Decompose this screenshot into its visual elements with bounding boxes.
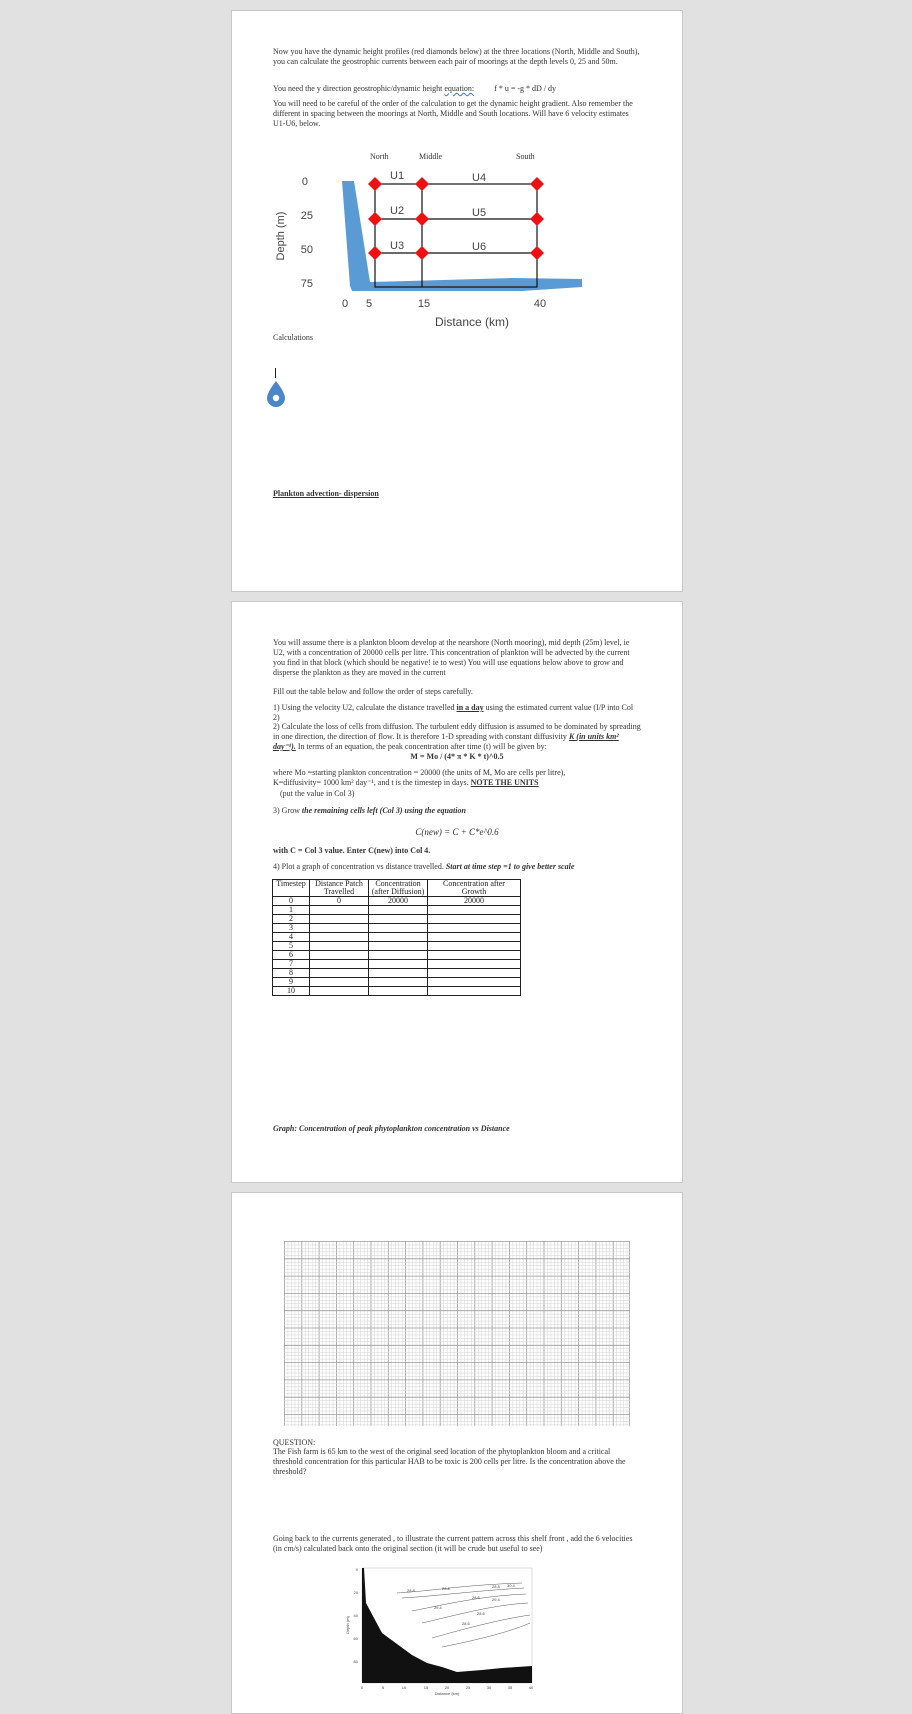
- cell-distance[interactable]: [310, 906, 369, 915]
- cell-concentration-diffusion[interactable]: [369, 924, 428, 933]
- document-page-3: [231, 1192, 683, 1714]
- x-tick-0: 0: [341, 298, 349, 310]
- y-tick-50: 50: [300, 244, 313, 256]
- cell-timestep[interactable]: 9: [273, 978, 310, 987]
- mooring-grid: [375, 184, 537, 287]
- section-y-tick: 80: [353, 1659, 358, 1664]
- cell-concentration-diffusion[interactable]: [369, 951, 428, 960]
- where-line-2: [273, 778, 641, 788]
- cell-distance[interactable]: 0: [310, 897, 369, 906]
- step-1-text: 1) Using the velocity U2, calculate the distance travelled: [273, 703, 455, 712]
- section-y-tick: 20: [353, 1590, 358, 1595]
- location-south: South: [516, 152, 535, 161]
- graph-caption: Graph: Concentration of peak phytoplankton concentration vs Distance: [273, 1124, 510, 1133]
- location-middle: Middle: [419, 152, 443, 161]
- document-page-1: [231, 10, 683, 592]
- shelf-bathymetry: [342, 181, 582, 291]
- step-3: [273, 806, 641, 816]
- section-x-tick: 15: [423, 1685, 429, 1690]
- section-y-label: Depth (m): [345, 1616, 350, 1634]
- table-row: [273, 906, 521, 915]
- cell-timestep[interactable]: 10: [273, 987, 310, 996]
- section-x-label: Distance (km): [434, 1691, 460, 1696]
- section-x-tick: 0: [360, 1685, 364, 1690]
- step-4-text: 4) Plot a graph of concentration vs distance travelled.: [273, 862, 444, 871]
- cell-distance[interactable]: [310, 987, 369, 996]
- step-4: [273, 862, 641, 872]
- section-x-tick: 10: [401, 1685, 407, 1690]
- step-1-rest: using the estimated current value (I/P into Col 2): [273, 703, 634, 722]
- cell-timestep[interactable]: 3: [273, 924, 310, 933]
- diamond-north-0: [368, 177, 382, 191]
- cell-concentration-growth[interactable]: [428, 933, 521, 942]
- diamond-middle-50: [415, 246, 429, 260]
- cell-distance[interactable]: [310, 933, 369, 942]
- step-2: [273, 722, 641, 752]
- table-row: [273, 969, 521, 978]
- table-row: [273, 960, 521, 969]
- diamond-middle-25: [415, 212, 429, 226]
- cell-concentration-growth[interactable]: [428, 942, 521, 951]
- section-y-tick: 0: [355, 1567, 358, 1572]
- cell-concentration-growth[interactable]: [428, 960, 521, 969]
- diamond-middle-0: [415, 177, 429, 191]
- y-tick-25: 25: [300, 210, 313, 222]
- put-value-note: (put the value in Col 3): [280, 789, 355, 798]
- isotherm-label: 28.8: [442, 1586, 450, 1591]
- cell-concentration-diffusion[interactable]: [369, 969, 428, 978]
- table-row: [273, 978, 521, 987]
- table-row: [273, 942, 521, 951]
- table-row: [273, 915, 521, 924]
- cell-concentration-diffusion[interactable]: [369, 915, 428, 924]
- table-row: [273, 951, 521, 960]
- section-y-tick: 40: [353, 1613, 358, 1618]
- equation-line: [273, 84, 641, 94]
- diamond-south-50: [530, 246, 544, 260]
- going-back-paragraph: Going back to the currents generated , to illustrate the current pattern across this shelf front , add the 6 velocities (in cm/s) calculated back onto the original section (it will be crude but useful to see): [273, 1534, 633, 1553]
- y-axis-label: Depth (m): [275, 211, 287, 261]
- location-north: North: [370, 152, 389, 161]
- isotherm-label: 29.4: [492, 1597, 500, 1602]
- col-concentration-diffusion: Concentration (after Diffusion): [369, 880, 428, 897]
- diamond-north-50: [368, 246, 382, 260]
- x-axis-label: Distance (km): [434, 315, 510, 329]
- step-1: [273, 703, 641, 723]
- cell-distance[interactable]: [310, 960, 369, 969]
- cell-u5: U5: [472, 207, 487, 219]
- section-x-tick: 35: [507, 1685, 513, 1690]
- bloom-paragraph: You will assume there is a plankton bloom develop at the nearshore (North mooring), mid depth (25m) level, ie U2, with a concentration of 20000 cells per litre. This concentration of plankton will be advected by the current you find in that block (which should be negative! ie to west) You will use equations below above to grow and disperse the plankton as they are moved in the current: [273, 638, 630, 677]
- col-timestep: Timestep: [273, 880, 310, 897]
- cell-distance[interactable]: [310, 951, 369, 960]
- cell-distance[interactable]: [310, 969, 369, 978]
- text-cursor: [275, 368, 276, 378]
- equation-link[interactable]: equation:: [444, 84, 475, 93]
- cell-concentration-growth[interactable]: [428, 951, 521, 960]
- cell-distance[interactable]: [310, 924, 369, 933]
- cell-concentration-diffusion[interactable]: [369, 960, 428, 969]
- section-heading-advection: Plankton advection- dispersion: [273, 489, 379, 498]
- cell-concentration-diffusion[interactable]: [369, 978, 428, 987]
- cell-concentration-growth[interactable]: [428, 978, 521, 987]
- section-y-tick: 60: [353, 1636, 358, 1641]
- growth-equation: C(new) = C + C*e^0.6: [415, 827, 499, 837]
- cell-concentration-growth[interactable]: [428, 915, 521, 924]
- intro-paragraph: Now you have the dynamic height profiles (red diamonds below) at the three locations (North, Middle and South), you can calculate the geostrophic currents between each pair of moorings at the depth levels 0, 25 and 50m.: [273, 47, 640, 66]
- cell-concentration-growth[interactable]: [428, 924, 521, 933]
- y-tick-0: 0: [301, 176, 308, 188]
- x-tick-40: 40: [533, 298, 547, 310]
- step-2-text: 2) Calculate the loss of cells from diffusion. The turbulent eddy diffusion is assumed to be dominated by spreading in one direction, the direction of flow. It is therefore 1-D spreading with constant diffusivity: [273, 722, 641, 741]
- cell-concentration-growth[interactable]: [428, 987, 521, 996]
- table-header-row: [273, 880, 521, 897]
- table-row: [273, 987, 521, 996]
- x-tick-5: 5: [365, 298, 373, 310]
- note-the-units: NOTE THE UNITS: [470, 778, 539, 787]
- diamond-south-0: [530, 177, 544, 191]
- cell-concentration-diffusion[interactable]: [369, 933, 428, 942]
- cell-timestep[interactable]: 6: [273, 951, 310, 960]
- cell-timestep[interactable]: 7: [273, 960, 310, 969]
- section-x-tick: 20: [444, 1685, 450, 1690]
- concentration-table: [272, 879, 521, 996]
- cell-concentration-growth[interactable]: [428, 969, 521, 978]
- isotherm-label: 28.8: [407, 1588, 415, 1593]
- isotherm-label: 28.6: [462, 1621, 470, 1626]
- step-3-rest: the remaining cells left (Col 3) using the equation: [301, 806, 466, 815]
- cell-concentration-diffusion[interactable]: 20000: [369, 897, 428, 906]
- y-tick-75: 75: [300, 278, 313, 290]
- isotherm-label: 29.4: [434, 1605, 442, 1610]
- col-concentration-growth: Concentration after Growth: [428, 880, 521, 897]
- col-distance: Distance Patch Travelled: [310, 880, 369, 897]
- isotherm-label: 28.8: [492, 1584, 500, 1589]
- cell-concentration-diffusion[interactable]: [369, 987, 428, 996]
- drop-marker-icon[interactable]: [267, 381, 285, 407]
- step-1-emphasis: in a day: [456, 703, 484, 712]
- cell-distance[interactable]: [310, 978, 369, 987]
- cell-u3: U3: [390, 240, 405, 252]
- section-x-tick: 30: [486, 1685, 492, 1690]
- cell-timestep[interactable]: 4: [273, 933, 310, 942]
- isotherm-label: 28.6: [477, 1611, 485, 1616]
- careful-paragraph: You will need to be careful of the order of the calculation to get the dynamic height gradient. Also remember the different in spacing between the moorings at North, Middle and South locations. Will have 6 velocity estimates U1-U6, below.: [273, 99, 633, 128]
- where-line-1: where Mo =starting plankton concentration = 20000 (the units of M, Mo are cells per litre),: [273, 768, 566, 777]
- cell-concentration-growth[interactable]: 20000: [428, 897, 521, 906]
- temperature-section-figure: [342, 1563, 542, 1698]
- isotherm-label: 28.6: [472, 1595, 480, 1600]
- cell-u1: U1: [390, 170, 405, 182]
- cell-u6: U6: [472, 241, 487, 253]
- diamond-north-25: [368, 212, 382, 226]
- graph-paper-grid[interactable]: [284, 1241, 630, 1426]
- step-4-rest: Start at time step =1 to give better scale: [445, 862, 575, 871]
- cell-timestep[interactable]: 5: [273, 942, 310, 951]
- mooring-diagram: [272, 151, 602, 356]
- cell-u4: U4: [472, 172, 487, 184]
- table-row: [273, 897, 521, 906]
- cell-distance[interactable]: [310, 915, 369, 924]
- table-row: [273, 933, 521, 942]
- with-c-instruction: with C = Col 3 value. Enter C(new) into Col 4.: [273, 846, 431, 855]
- step-3-text: 3) Grow: [273, 806, 300, 815]
- step-2-rest: In terms of an equation, the peak concentration after time (t) will be given by:: [297, 742, 547, 751]
- cell-timestep[interactable]: 0: [273, 897, 310, 906]
- need-label: You need the y direction geostrophic/dynamic height: [273, 84, 443, 93]
- fill-instruction: Fill out the table below and follow the order of steps carefully.: [273, 687, 473, 696]
- section-x-tick: 40: [528, 1685, 534, 1690]
- cell-timestep[interactable]: 2: [273, 915, 310, 924]
- cell-distance[interactable]: [310, 942, 369, 951]
- diamond-south-25: [530, 212, 544, 226]
- cell-timestep[interactable]: 1: [273, 906, 310, 915]
- isotherm-label: 30.4: [507, 1583, 515, 1588]
- table-row: [273, 924, 521, 933]
- where-definitions: [273, 768, 641, 788]
- geostrophic-equation: f * u = -g * dD / dy: [494, 84, 556, 93]
- section-x-tick: 5: [381, 1685, 385, 1690]
- section-x-tick: 25: [465, 1685, 471, 1690]
- step-2-units: K (in units km² day⁻¹).: [273, 732, 619, 751]
- cell-concentration-growth[interactable]: [428, 906, 521, 915]
- cell-timestep[interactable]: 8: [273, 969, 310, 978]
- document-page-2: [231, 601, 683, 1183]
- cell-concentration-diffusion[interactable]: [369, 942, 428, 951]
- cell-concentration-diffusion[interactable]: [369, 906, 428, 915]
- calculations-label: Calculations: [273, 333, 313, 342]
- peak-concentration-equation: M = Mo / (4* π * K * t)^0.5: [410, 752, 504, 761]
- question-heading: QUESTION:: [273, 1438, 316, 1447]
- cell-u2: U2: [390, 205, 405, 217]
- question-text: The Fish farm is 65 km to the west of the original seed location of the phytoplankton bloom and a critical threshold concentration for this particular HAB to be toxic is 200 cells per litre. Is the concentration above the threshold?: [273, 1447, 626, 1476]
- x-tick-15: 15: [417, 298, 431, 310]
- where-line-2-text: K=diffusivity= 1000 km² day⁻¹, and t is the timestep in days.: [273, 778, 469, 787]
